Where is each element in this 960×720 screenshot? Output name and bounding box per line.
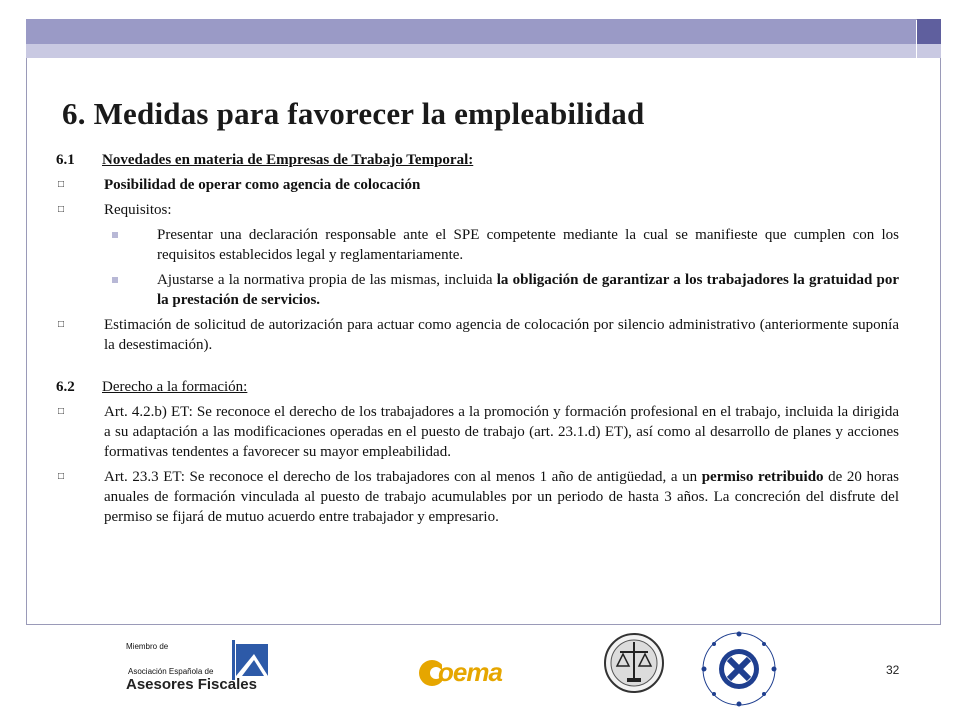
aedaf-member-label: Miembro de xyxy=(126,642,169,651)
coema-text: oema xyxy=(438,657,502,687)
section-number: 6.1 xyxy=(56,152,75,168)
list-item-text-part: de 20 horas anuales de formación vinculada al puesto de trabajo acumulables por un periodo de hasta 3 años. La concreción del disfrute del permiso se fijará de mutuo acuerdo entre trabajador y empresario. xyxy=(104,469,899,525)
list-item-text: Posibilidad de operar como agencia de colocación xyxy=(104,177,421,193)
list-item-text: Requisitos: xyxy=(104,202,172,218)
square-bullet-icon: □ xyxy=(58,406,65,417)
sub-list-item-text: Presentar una declaración responsable ante el SPE competente mediante la cual se manifieste que cumplen con los requisitos establecidos legal y reglamentariamente. xyxy=(157,227,899,263)
page-number: 32 xyxy=(886,663,900,677)
sub-list-item xyxy=(56,225,899,265)
list-item xyxy=(56,315,899,355)
sub-list-item-text-plain: Ajustarse a la normativa propia de las mismas, incluida xyxy=(157,272,497,288)
square-bullet-icon: □ xyxy=(58,204,65,215)
filled-square-bullet-icon xyxy=(112,270,157,310)
list-item xyxy=(56,467,899,527)
aedaf-mark-icon xyxy=(232,640,272,680)
list-item xyxy=(56,402,899,462)
corner-square-light xyxy=(917,44,941,58)
slide-title: 6. Medidas para favorecer la empleabilidad xyxy=(62,96,645,131)
filled-square-bullet-icon xyxy=(112,225,157,265)
header-bar-light xyxy=(26,44,916,58)
aedaf-logo xyxy=(126,640,274,695)
section-number: 6.2 xyxy=(56,379,75,395)
section-title: Derecho a la formación: xyxy=(102,379,248,395)
iba-logo xyxy=(698,630,780,708)
coema-logo xyxy=(418,655,528,700)
square-bullet-icon: □ xyxy=(58,179,65,190)
section-heading xyxy=(56,377,899,397)
list-item-text: Art. 4.2.b) ET: Se reconoce el derecho de los trabajadores a la promoción y formación profesional en el trabajo, incluida la dirigida a su adaptación a las modificaciones operadas en el puesto de trabajo (art. 23.1.d) ET), así como al desarrollo de planes y acciones formativas tendentes a favorecer su mayor empleabilidad. xyxy=(104,404,899,460)
corner-square-dark xyxy=(917,19,941,44)
section-heading xyxy=(56,150,899,170)
list-item xyxy=(56,175,899,195)
square-bullet-icon: □ xyxy=(58,471,65,482)
sub-list-item-text xyxy=(157,270,899,310)
list-item-text-bold: permiso retribuido xyxy=(701,469,824,485)
aedaf-association-label: Asociación Española de xyxy=(128,667,214,676)
slide-content xyxy=(56,150,899,527)
square-bullet-icon: □ xyxy=(58,319,65,330)
sub-list-item xyxy=(56,270,899,310)
list-item xyxy=(56,200,899,220)
list-item-text xyxy=(104,467,899,527)
section-title: Novedades en materia de Empresas de Trabajo Temporal: xyxy=(102,152,474,168)
header-bar xyxy=(26,19,916,44)
list-item-text-part: Art. 23.3 ET: Se reconoce el derecho de los trabajadores con al menos 1 año de antigüedad, a un xyxy=(104,469,702,485)
sub-list-item-text-bold: la obligación de garantizar a los trabajadores la gratuidad por la prestación de servicios. xyxy=(157,272,899,308)
aedaf-name: Asesores Fiscales xyxy=(126,676,257,693)
legal-seal-logo xyxy=(603,632,665,694)
list-item-text: Estimación de solicitud de autorización para actuar como agencia de colocación por silencio administrativo (anteriormente suponía la desestimación). xyxy=(104,317,899,353)
